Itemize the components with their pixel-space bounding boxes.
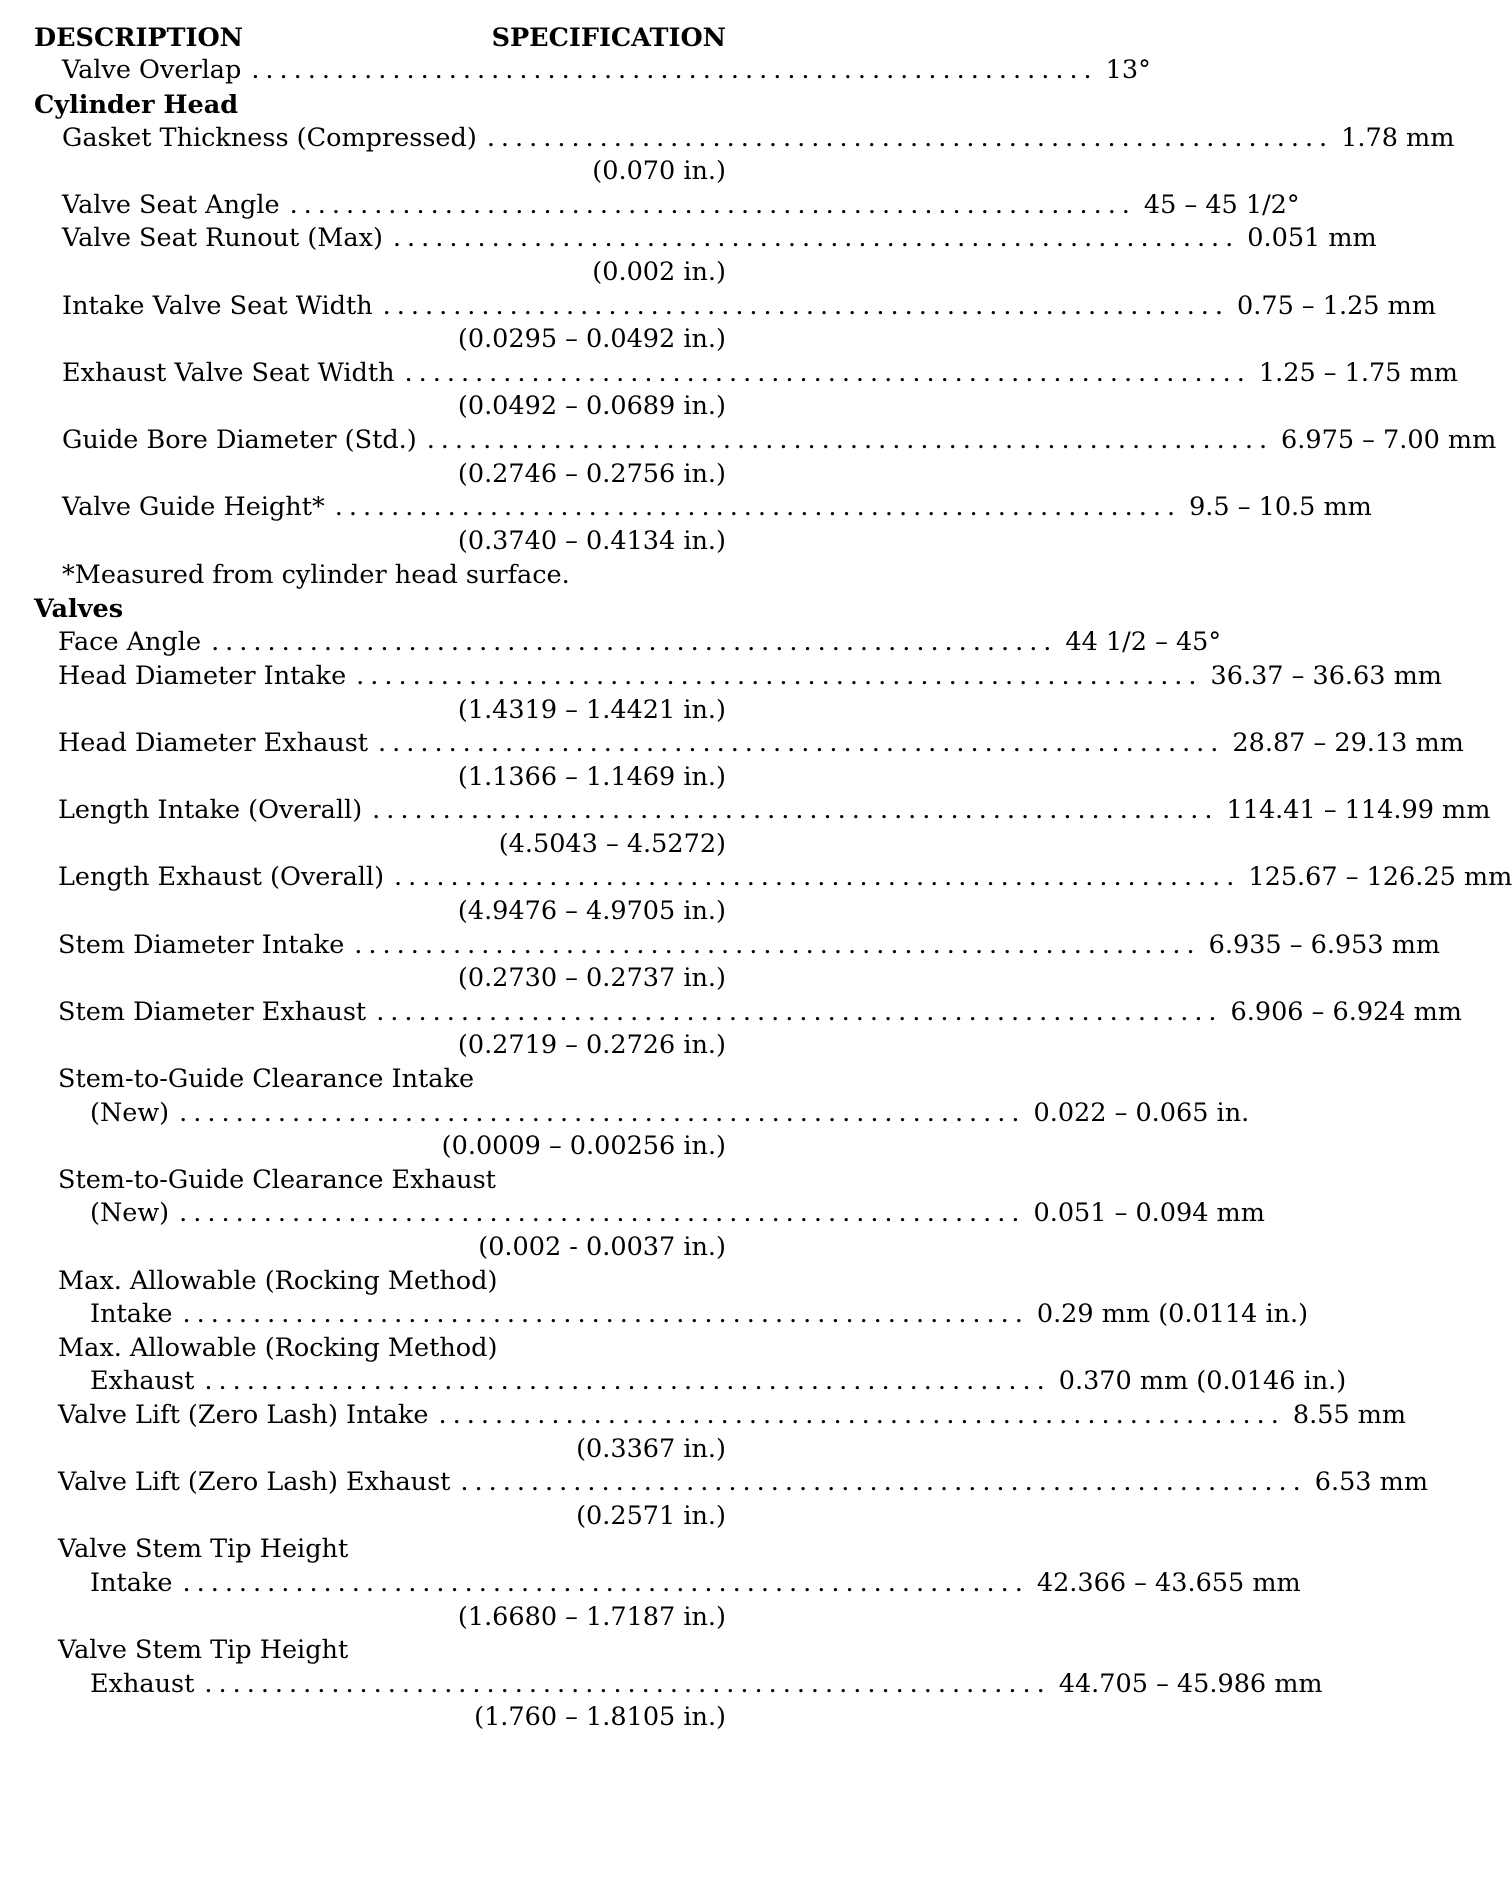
spec-label: (New) — [90, 1097, 170, 1128]
top-rows — [34, 54, 1151, 88]
spec-label: Face Angle — [58, 627, 202, 658]
spec-value: 0.75 – 1.25 mm — [1237, 290, 1436, 321]
spec-row — [34, 424, 1497, 491]
spec-value: 44.705 – 45.986 mm — [1058, 1668, 1323, 1699]
spec-value: 0.051 – 0.094 mm — [1033, 1198, 1265, 1229]
dot-leader: ............................................................ — [179, 1198, 1026, 1229]
dot-leader: ............................................................ — [394, 862, 1241, 893]
spec-row-line — [34, 727, 1464, 761]
spec-label: Valve Lift (Zero Lash) Exhaust — [58, 1467, 451, 1498]
valves-rows — [34, 626, 1512, 1735]
spec-value: 125.67 – 126.25 mm — [1248, 862, 1512, 893]
spec-row-line — [34, 626, 1222, 660]
spec-value-inches: (0.0492 – 0.0689 in.) — [457, 391, 726, 422]
spec-value: 6.53 mm — [1314, 1467, 1428, 1498]
dot-leader: ............................................................ — [179, 1097, 1026, 1128]
dot-leader: ............................................................ — [356, 660, 1203, 691]
dot-leader: ............................................................ — [251, 55, 1098, 85]
spec-value-inches: (4.5043 – 4.5272) — [498, 828, 726, 859]
spec-value: 0.022 – 0.065 in. — [1033, 1097, 1250, 1128]
spec-value: 1.78 mm — [1341, 122, 1455, 153]
dot-leader: ............................................................ — [372, 795, 1219, 826]
spec-row — [34, 1164, 1265, 1265]
spec-row-line — [34, 1399, 1407, 1433]
description-heading: DESCRIPTION — [34, 23, 243, 53]
spec-value-inches: (1.6680 – 1.7187 in.) — [457, 1601, 726, 1632]
dot-leader: ............................................................ — [426, 424, 1274, 455]
spec-row — [34, 54, 1151, 88]
spec-value-inches: (0.002 - 0.0037 in.) — [478, 1232, 726, 1262]
spec-value: 6.935 – 6.953 mm — [1208, 929, 1441, 960]
spec-label: Valve Lift (Zero Lash) Intake — [58, 1399, 429, 1430]
dot-leader: ............................................................ — [392, 223, 1240, 254]
section-title-valves: Valves — [34, 594, 124, 625]
spec-value: 1.25 – 1.75 mm — [1258, 357, 1458, 388]
spec-row-line — [34, 861, 1512, 895]
spec-row-line — [34, 1197, 1265, 1231]
spec-row-heading: Valve Stem Tip Height — [58, 1534, 349, 1565]
spec-label: Exhaust Valve Seat Width — [62, 357, 395, 388]
spec-label: Stem Diameter Intake — [58, 929, 345, 960]
spec-value-inches: (0.3367 in.) — [576, 1433, 726, 1464]
spec-value-inches: (0.3740 – 0.4134 in.) — [457, 525, 726, 556]
spec-row — [34, 1634, 1323, 1735]
spec-value-inches: (0.2746 – 0.2756 in.) — [457, 458, 726, 489]
spec-label: Gasket Thickness (Compressed) — [62, 122, 477, 153]
spec-row — [34, 626, 1222, 660]
spec-row — [34, 996, 1462, 1063]
spec-row-line — [34, 290, 1436, 324]
spec-value: 42.366 – 43.655 mm — [1036, 1567, 1301, 1598]
spec-row-line — [34, 1567, 1301, 1601]
spec-row-line — [34, 222, 1377, 256]
spec-row — [34, 1265, 1309, 1332]
spec-row-line — [34, 794, 1491, 828]
dot-leader: ............................................................ — [211, 627, 1058, 658]
dot-leader: ............................................................ — [382, 290, 1230, 321]
spec-label: Head Diameter Intake — [58, 660, 347, 691]
spec-value: 0.051 mm — [1247, 223, 1377, 254]
spec-value: 0.29 mm (0.0114 in.) — [1036, 1299, 1309, 1330]
spec-row — [34, 660, 1442, 727]
spec-label: Intake Valve Seat Width — [62, 290, 373, 321]
spec-row — [34, 122, 1455, 189]
specification-heading: SPECIFICATION — [491, 23, 726, 53]
dot-leader: ............................................................ — [289, 189, 1136, 220]
spec-value: 13° — [1105, 55, 1151, 85]
dot-leader: ............................................................ — [486, 122, 1334, 153]
spec-value-inches: (1.4319 – 1.4421 in.) — [457, 694, 726, 725]
spec-row — [34, 1332, 1347, 1399]
spec-label: Head Diameter Exhaust — [58, 728, 369, 759]
spec-row-line — [34, 189, 1300, 223]
dot-leader: ............................................................ — [438, 1399, 1285, 1430]
spec-value-inches: (0.0295 – 0.0492 in.) — [457, 324, 726, 355]
spec-row-line — [34, 122, 1455, 156]
spec-value: 114.41 – 114.99 mm — [1226, 795, 1491, 826]
spec-value-inches: (1.1366 – 1.1469 in.) — [457, 761, 726, 792]
spec-row-line — [34, 424, 1497, 458]
spec-row — [34, 929, 1441, 996]
spec-value: 28.87 – 29.13 mm — [1232, 728, 1464, 759]
spec-value-inches: (0.002 in.) — [592, 256, 726, 287]
dot-leader: ............................................................ — [182, 1567, 1029, 1598]
spec-value: 36.37 – 36.63 mm — [1210, 660, 1442, 691]
spec-table — [34, 22, 1512, 1735]
table-header — [34, 22, 726, 54]
spec-value-inches: (0.0009 – 0.00256 in.) — [441, 1131, 726, 1162]
spec-label: Exhaust — [90, 1366, 195, 1397]
spec-row-line — [34, 357, 1458, 391]
spec-row-heading: Max. Allowable (Rocking Method) — [58, 1332, 498, 1363]
spec-value-inches: (0.2719 – 0.2726 in.) — [457, 1030, 726, 1061]
spec-row-line — [34, 1466, 1428, 1500]
spec-row-line — [34, 491, 1372, 525]
dot-leader: ............................................................ — [182, 1299, 1029, 1330]
spec-row-line — [34, 1298, 1309, 1332]
spec-row-line — [34, 1097, 1250, 1131]
spec-row — [34, 1399, 1407, 1466]
spec-row — [34, 222, 1377, 289]
spec-value-inches: (0.070 in.) — [592, 156, 726, 187]
spec-row — [34, 290, 1436, 357]
spec-value: 45 – 45 1/2° — [1143, 189, 1300, 220]
spec-value: 44 1/2 – 45° — [1065, 627, 1222, 658]
spec-row-heading: Stem-to-Guide Clearance Exhaust — [58, 1164, 496, 1195]
dot-leader: ............................................................ — [404, 357, 1251, 388]
section-title-cylinder-head: Cylinder Head — [34, 89, 239, 120]
dot-leader: ............................................................ — [460, 1467, 1307, 1498]
spec-value-inches: (1.760 – 1.8105 in.) — [474, 1702, 726, 1733]
spec-row-line — [34, 660, 1442, 694]
spec-row — [34, 491, 1372, 558]
spec-label: Length Exhaust (Overall) — [58, 862, 385, 893]
spec-label: Valve Seat Runout (Max) — [62, 223, 383, 254]
cylinder-head-footnote: *Measured from cylinder head surface. — [62, 560, 570, 591]
spec-label: Valve Overlap — [62, 55, 242, 85]
dot-leader: ............................................................ — [334, 492, 1182, 523]
spec-row-heading: Valve Stem Tip Height — [58, 1635, 349, 1666]
dot-leader: ............................................................ — [378, 728, 1225, 759]
spec-row-line — [34, 54, 1151, 88]
spec-row — [34, 1063, 1250, 1164]
dot-leader: ............................................................ — [354, 929, 1201, 960]
spec-label: (New) — [90, 1198, 170, 1229]
spec-row — [34, 1533, 1301, 1634]
dot-leader: ............................................................ — [376, 996, 1223, 1027]
spec-row — [34, 1466, 1428, 1533]
spec-label: Guide Bore Diameter (Std.) — [62, 424, 417, 455]
spec-row-line — [34, 996, 1462, 1030]
spec-value-inches: (0.2730 – 0.2737 in.) — [457, 963, 726, 994]
spec-label: Stem Diameter Exhaust — [58, 996, 367, 1027]
spec-label: Valve Seat Angle — [62, 189, 280, 220]
cylinder-head-rows — [34, 122, 1497, 559]
spec-value: 6.975 – 7.00 mm — [1281, 424, 1497, 455]
spec-value: 6.906 – 6.924 mm — [1230, 996, 1462, 1027]
spec-row-line — [34, 1668, 1323, 1702]
dot-leader: ............................................................ — [204, 1668, 1051, 1699]
dot-leader: ............................................................ — [204, 1366, 1051, 1397]
spec-label: Intake — [90, 1299, 173, 1330]
spec-label: Intake — [90, 1567, 173, 1598]
spec-row-line — [34, 929, 1441, 963]
spec-row — [34, 189, 1300, 223]
spec-label: Exhaust — [90, 1668, 195, 1699]
spec-value: 8.55 mm — [1292, 1399, 1407, 1430]
spec-label: Valve Guide Height* — [62, 492, 325, 523]
spec-row-heading: Stem-to-Guide Clearance Intake — [58, 1064, 475, 1095]
spec-row-heading: Max. Allowable (Rocking Method) — [58, 1265, 498, 1296]
spec-value: 9.5 – 10.5 mm — [1189, 492, 1372, 523]
spec-label: Length Intake (Overall) — [58, 795, 363, 826]
spec-value-inches: (4.9476 – 4.9705 in.) — [457, 896, 726, 927]
spec-row — [34, 727, 1464, 794]
spec-row — [34, 357, 1458, 424]
spec-row — [34, 861, 1512, 928]
spec-row — [34, 794, 1491, 861]
spec-row-line — [34, 1365, 1347, 1399]
spec-value: 0.370 mm (0.0146 in.) — [1058, 1366, 1347, 1397]
spec-value-inches: (0.2571 in.) — [576, 1500, 726, 1531]
